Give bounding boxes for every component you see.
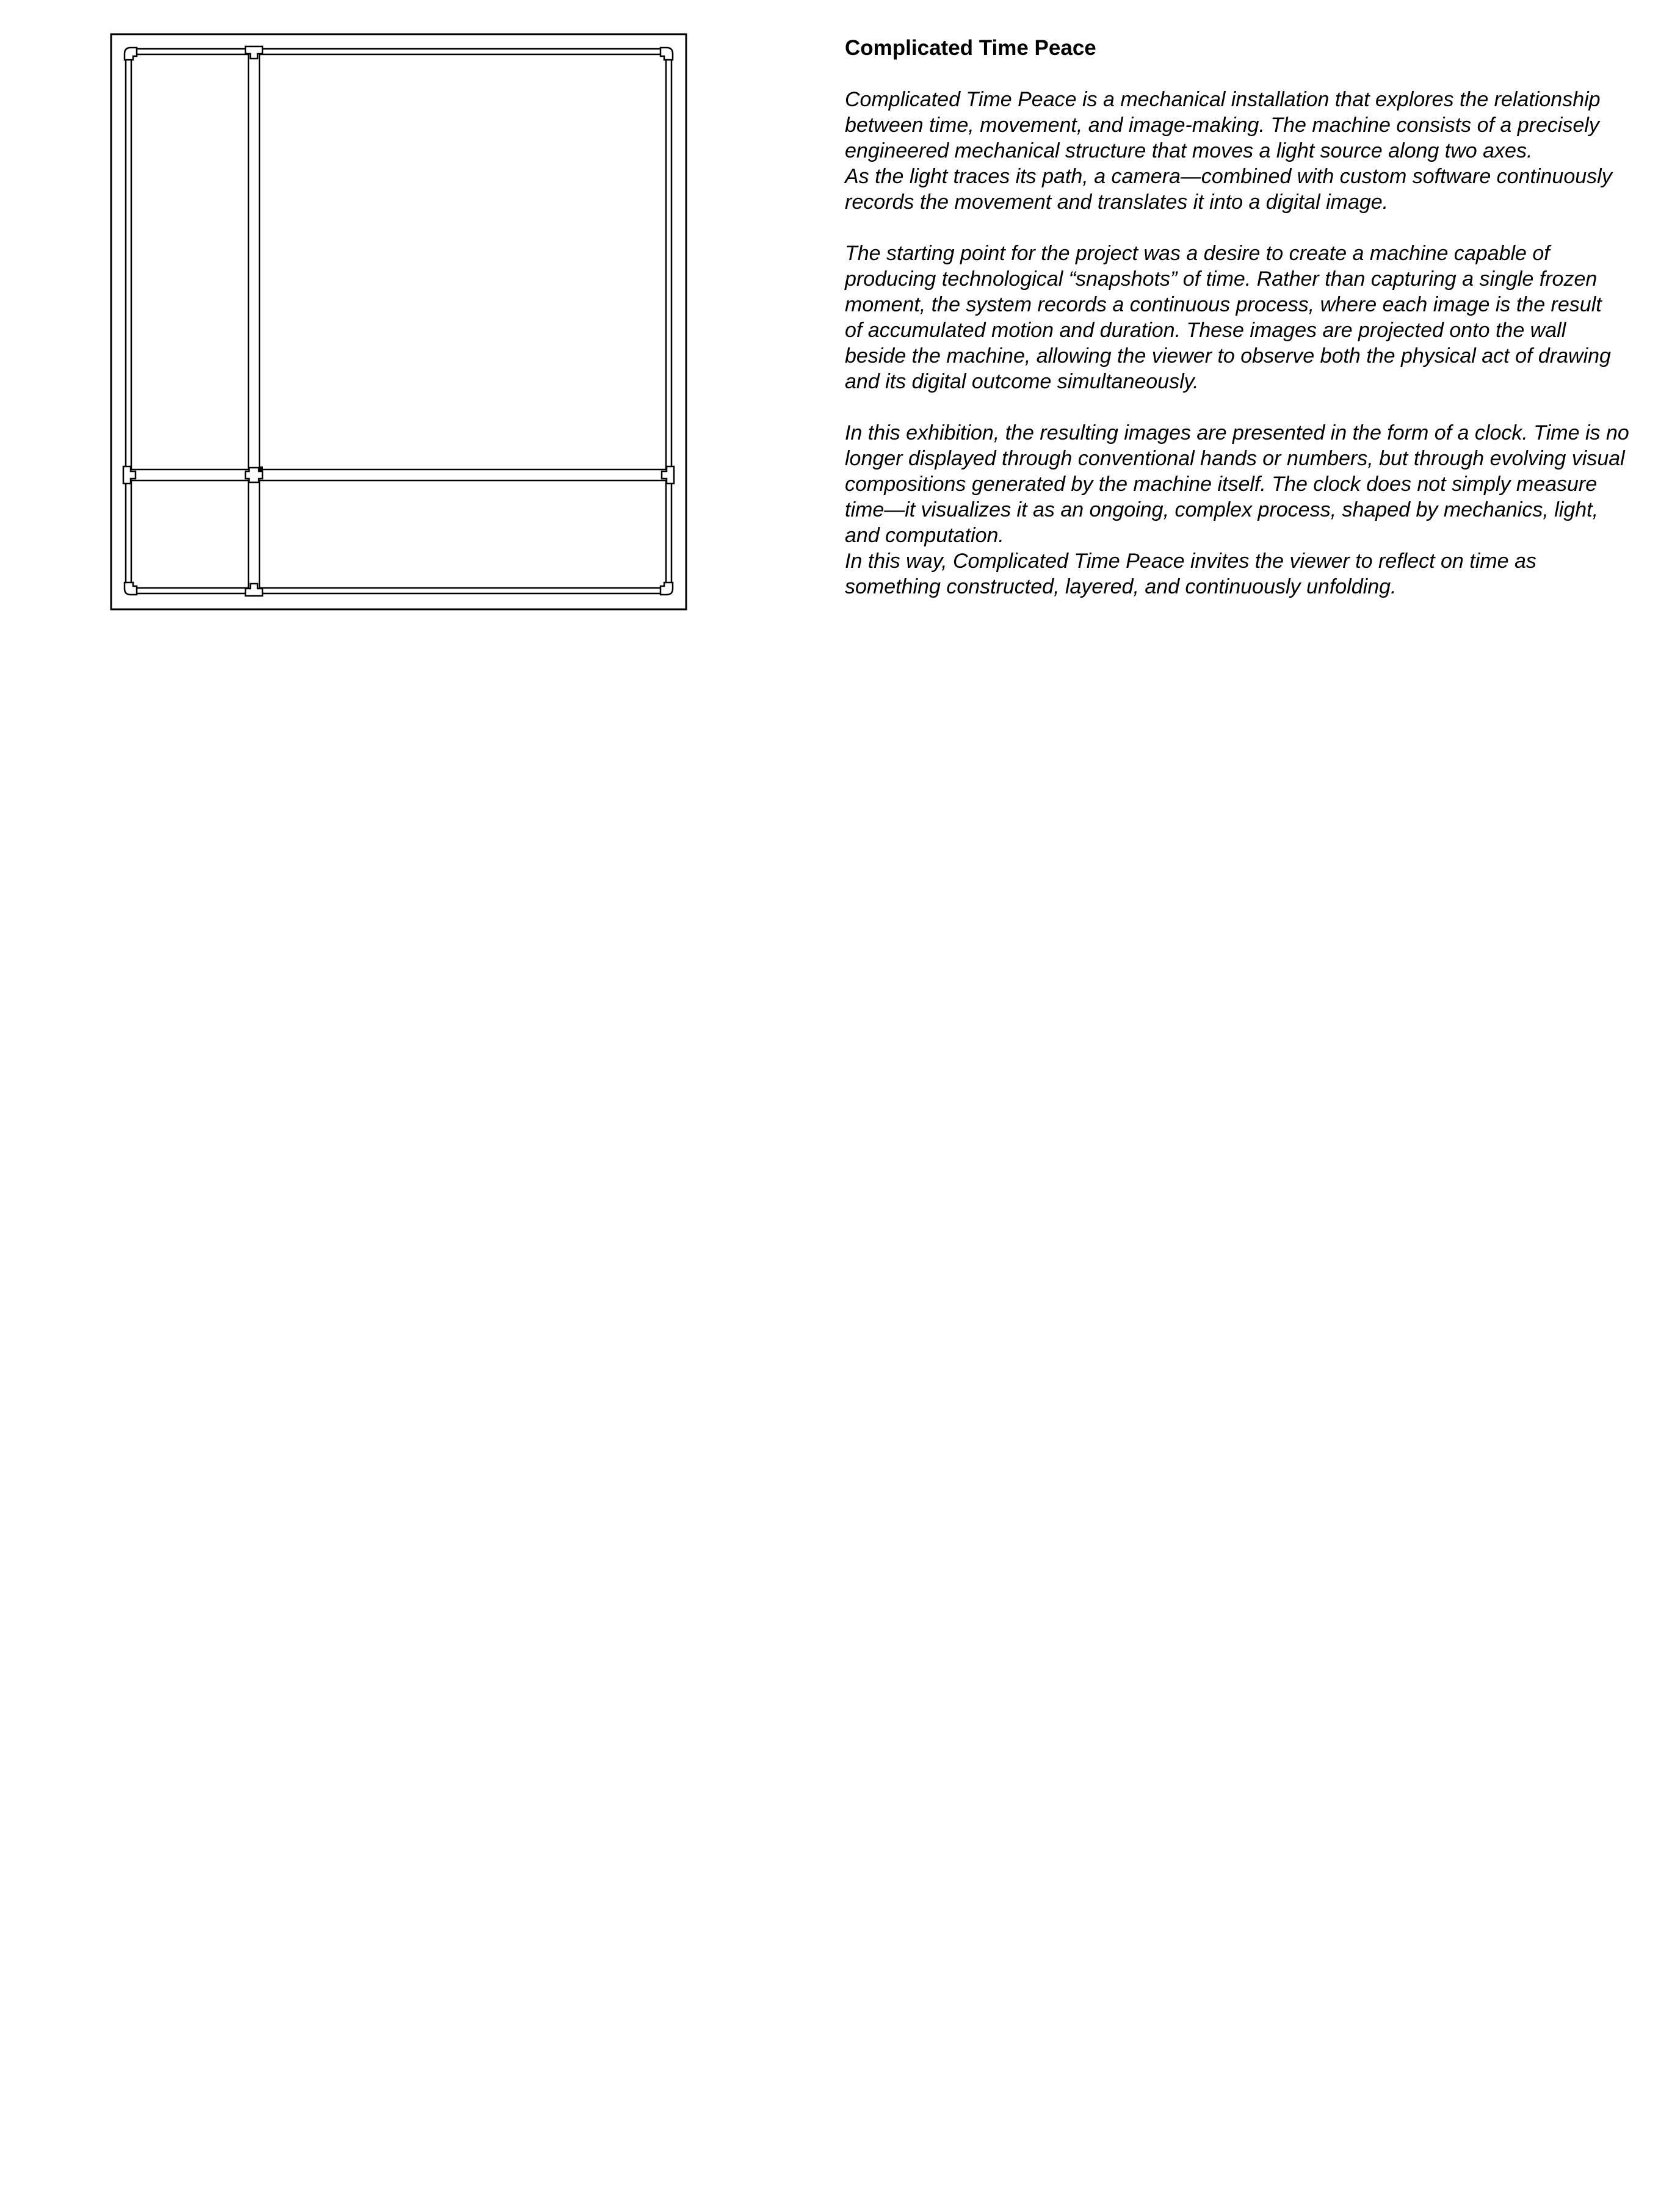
paragraph-starting-point [845,241,1663,394]
document-title: Complicated Time Peace [845,36,1096,60]
text-line: In this way, Complicated Time Peace invites the viewer to reflect on time as [845,549,1536,573]
text-line: In this exhibition, the resulting images are presented in the form of a clock. Time is no [845,421,1629,444]
text-line: beside the machine, allowing the viewer to observe both the physical act of drawing [845,344,1611,368]
machine-frame-drawing [110,33,687,611]
text-line: and its digital outcome simultaneously. [845,370,1199,393]
text-column [845,35,1663,600]
text-line: moment, the system records a continuous process, where each image is the result [845,293,1602,316]
paragraph-exhibition [845,420,1663,600]
paragraph-introduction [845,87,1663,215]
text-line: something constructed, layered, and continuously unfolding. [845,575,1397,598]
text-line: time—it visualizes it as an ongoing, complex process, shaped by mechanics, light, [845,498,1599,521]
frame-plan-diagram [110,33,687,611]
outer-border [111,34,686,609]
text-line: Complicated Time Peace is a mechanical installation that explores the relationship [845,88,1601,111]
text-line: producing technological “snapshots” of time. Rather than capturing a single frozen [845,267,1598,291]
text-line: The starting point for the project was a desire to create a machine capable of [845,242,1550,265]
text-line: engineered mechanical structure that moves a light source along two axes. [845,139,1533,162]
text-line: longer displayed through conventional hands or numbers, but through evolving visual [845,447,1625,470]
light-source-marker [259,466,263,471]
text-line: between time, movement, and image-making. The machine consists of a precisely [845,114,1599,137]
text-line: compositions generated by the machine itself. The clock does not simply measure [845,473,1598,496]
text-line: As the light traces its path, a camera—combined with custom software continuously [845,165,1612,188]
text-line: of accumulated motion and duration. These images are projected onto the wall [845,319,1566,342]
text-line: records the movement and translates it into a digital image. [845,190,1389,214]
text-line: and computation. [845,524,1004,547]
